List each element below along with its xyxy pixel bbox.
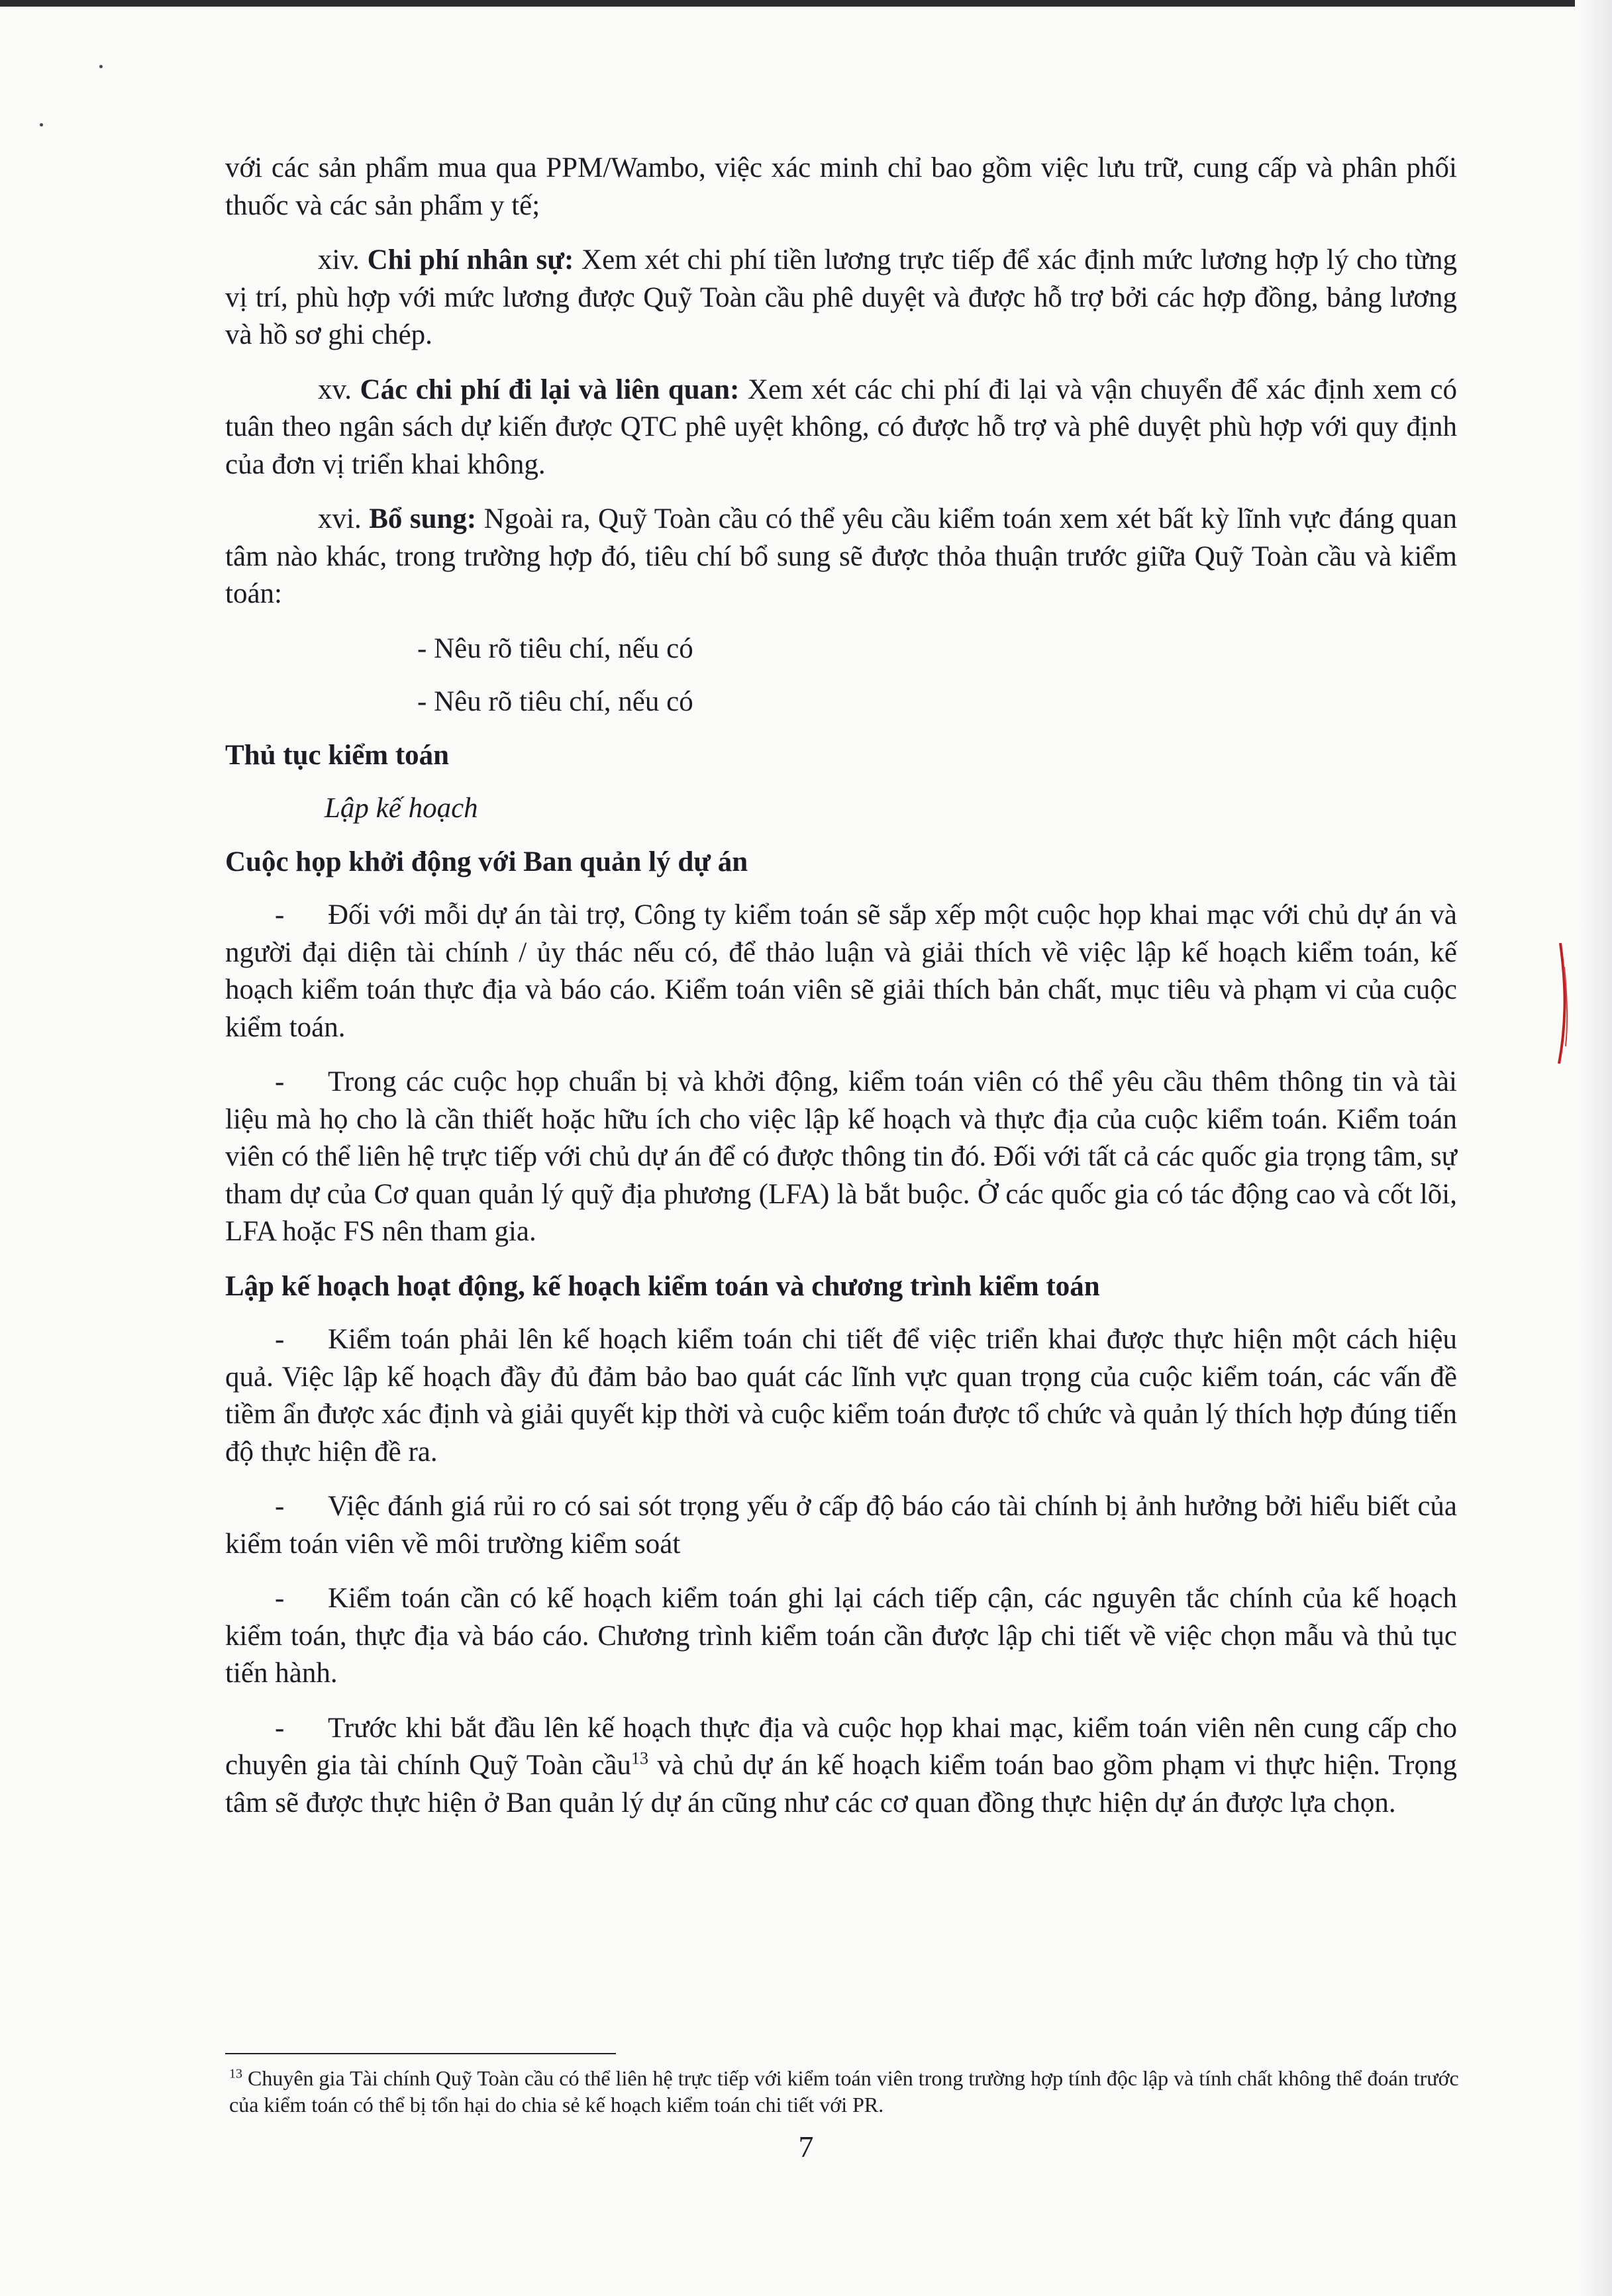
item-number: xiv. [318, 244, 360, 275]
item-xvi [225, 501, 1457, 613]
item-xiv [225, 242, 1457, 354]
item-number: xvi. [318, 503, 362, 534]
bullet-dash: - [275, 899, 285, 930]
scan-top-edge [0, 0, 1612, 7]
subsection-heading: Lập kế hoạch [325, 793, 478, 824]
section-heading: Thủ tục kiểm toán [225, 739, 450, 771]
item-body: Ngoài ra, Quỹ Toàn cầu có thể yêu cầu kiểm toán xem xét bất kỳ lĩnh vực đáng quan tâm nào khác, trong trường hợp đó, tiêu chí bổ sung sẽ được thỏa thuận trước giữa Quỹ Toàn cầu và kiểm toán: [225, 503, 1458, 609]
footnote-text: Chuyên gia Tài chính Quỹ Toàn cầu có thể liên hệ trực tiếp với kiểm toán viên trong trường hợp tính độc lập và tính chất không thể đoán trước của kiểm toán có thể bị tổn hại do chia sẻ kế hoạch kiểm toán chi tiết với PR. [229, 2066, 1459, 2117]
bullet-paragraph: - Kiểm toán phải lên kế hoạch kiểm toán chi tiết để việc triển khai được thực hiện một cách hiệu quả. Việc lập kế hoạch đầy đủ đảm bảo bao quát các lĩnh vực quan trọng của cuộc kiểm toán, các vấn đề tiềm ẩn được xác định và giải quyết kịp thời và cuộc kiểm toán được tổ chức và quản lý thích hợp đúng tiến độ thực hiện đề ra. [225, 1321, 1457, 1471]
footnote-marker: 13 [229, 2066, 242, 2081]
intro-paragraph: với các sản phẩm mua qua PPM/Wambo, việc xác minh chỉ bao gồm việc lưu trữ, cung cấp và phân phối thuốc và các sản phẩm y tế; [225, 152, 1457, 221]
section-heading: Lập kế hoạch hoạt động, kế hoạch kiểm toán và chương trình kiểm toán [225, 1270, 1100, 1302]
bullet-dash: - [275, 1712, 285, 1744]
footnote-separator [225, 2053, 616, 2054]
item-title: Chi phí nhân sự: [367, 244, 574, 275]
item-xv [225, 372, 1457, 484]
criteria-sub-item: - Nêu rõ tiêu chí, nếu có [417, 632, 693, 664]
bullet-paragraph: - Đối với mỗi dự án tài trợ, Công ty kiểm toán sẽ sắp xếp một cuộc họp khai mạc với chủ dự án và người đại diện tài chính / ủy thác nếu có, để thảo luận và giải thích về việc lập kế hoạch kiểm toán, kế hoạch kiểm toán thực địa và báo cáo. Kiểm toán viên sẽ giải thích bản chất, mục tiêu và phạm vi của cuộc kiểm toán. [225, 897, 1457, 1046]
section-heading: Cuộc họp khởi động với Ban quản lý dự án [225, 846, 748, 877]
bullet-paragraph: - Trong các cuộc họp chuẩn bị và khởi động, kiểm toán viên có thể yêu cầu thêm thông tin và tài liệu mà họ cho là cần thiết hoặc hữu ích cho việc lập kế hoạch và thực địa của cuộc kiểm toán. Kiểm toán viên có thể liên hệ trực tiếp với chủ dự án để có được thông tin đó. Đối với tất cả các quốc gia trọng tâm, sự tham dự của Cơ quan quản lý quỹ địa phương (LFA) là bắt buộc. Ở các quốc gia có tác động cao và cốt lõi, LFA hoặc FS nên tham gia. [225, 1064, 1457, 1251]
bullet-dash: - [275, 1066, 285, 1097]
scan-speck [40, 123, 43, 126]
item-title: Bổ sung: [369, 503, 477, 534]
bullet-paragraph: - Việc đánh giá rủi ro có sai sót trọng yếu ở cấp độ báo cáo tài chính bị ảnh hưởng bởi hiểu biết của kiểm toán viên về môi trường kiểm soát [225, 1488, 1457, 1563]
item-body: Xem xét chi phí tiền lương trực tiếp để xác định mức lương hợp lý cho từng vị trí, phù hợp với mức lương được Quỹ Toàn cầu phê duyệt và được hỗ trợ bởi các hợp đồng, bảng lương và hồ sơ ghi chép. [225, 244, 1457, 350]
page-number: 7 [798, 2130, 814, 2164]
item-body: Xem xét các chi phí đi lại và vận chuyển để xác định xem có tuân theo ngân sách dự kiến được QTC phê uyệt không, có được hỗ trợ và phê duyệt phù hợp với quy định của đơn vị triển khai không. [225, 374, 1458, 480]
red-margin-mark [1555, 940, 1575, 1066]
footnote-reference[interactable]: 13 [631, 1748, 649, 1768]
scan-right-edge [1575, 0, 1612, 2296]
bullet-dash: - [275, 1491, 285, 1522]
criteria-sub-item: - Nêu rõ tiêu chí, nếu có [417, 686, 693, 717]
bullet-paragraph: - Trước khi bắt đầu lên kế hoạch thực địa và cuộc họp khai mạc, kiểm toán viên nên cung cấp cho chuyên gia tài chính Quỹ Toàn cầu$^{13}$ và chủ dự án kế hoạch kiểm toán bao gồm phạm vi thực hiện. Trọng tâm sẽ được thực hiện ở Ban quản lý dự án cũng như các cơ quan đồng thực hiện dự án được lựa chọn. [225, 1710, 1457, 1822]
bullet-dash: - [275, 1583, 285, 1614]
bullet-paragraph: - Kiểm toán cần có kế hoạch kiểm toán ghi lại cách tiếp cận, các nguyên tắc chính của kế hoạch kiểm toán, thực địa và báo cáo. Chương trình kiểm toán cần được lập chi tiết về việc chọn mẫu và thủ tục tiến hành. [225, 1580, 1457, 1693]
item-number: xv. [318, 374, 352, 405]
scan-speck [99, 65, 103, 68]
body-text [225, 150, 1457, 1839]
bullet-dash: - [275, 1324, 285, 1355]
item-title: Các chi phí đi lại và liên quan: [360, 374, 740, 405]
footnote [229, 2065, 1461, 2118]
